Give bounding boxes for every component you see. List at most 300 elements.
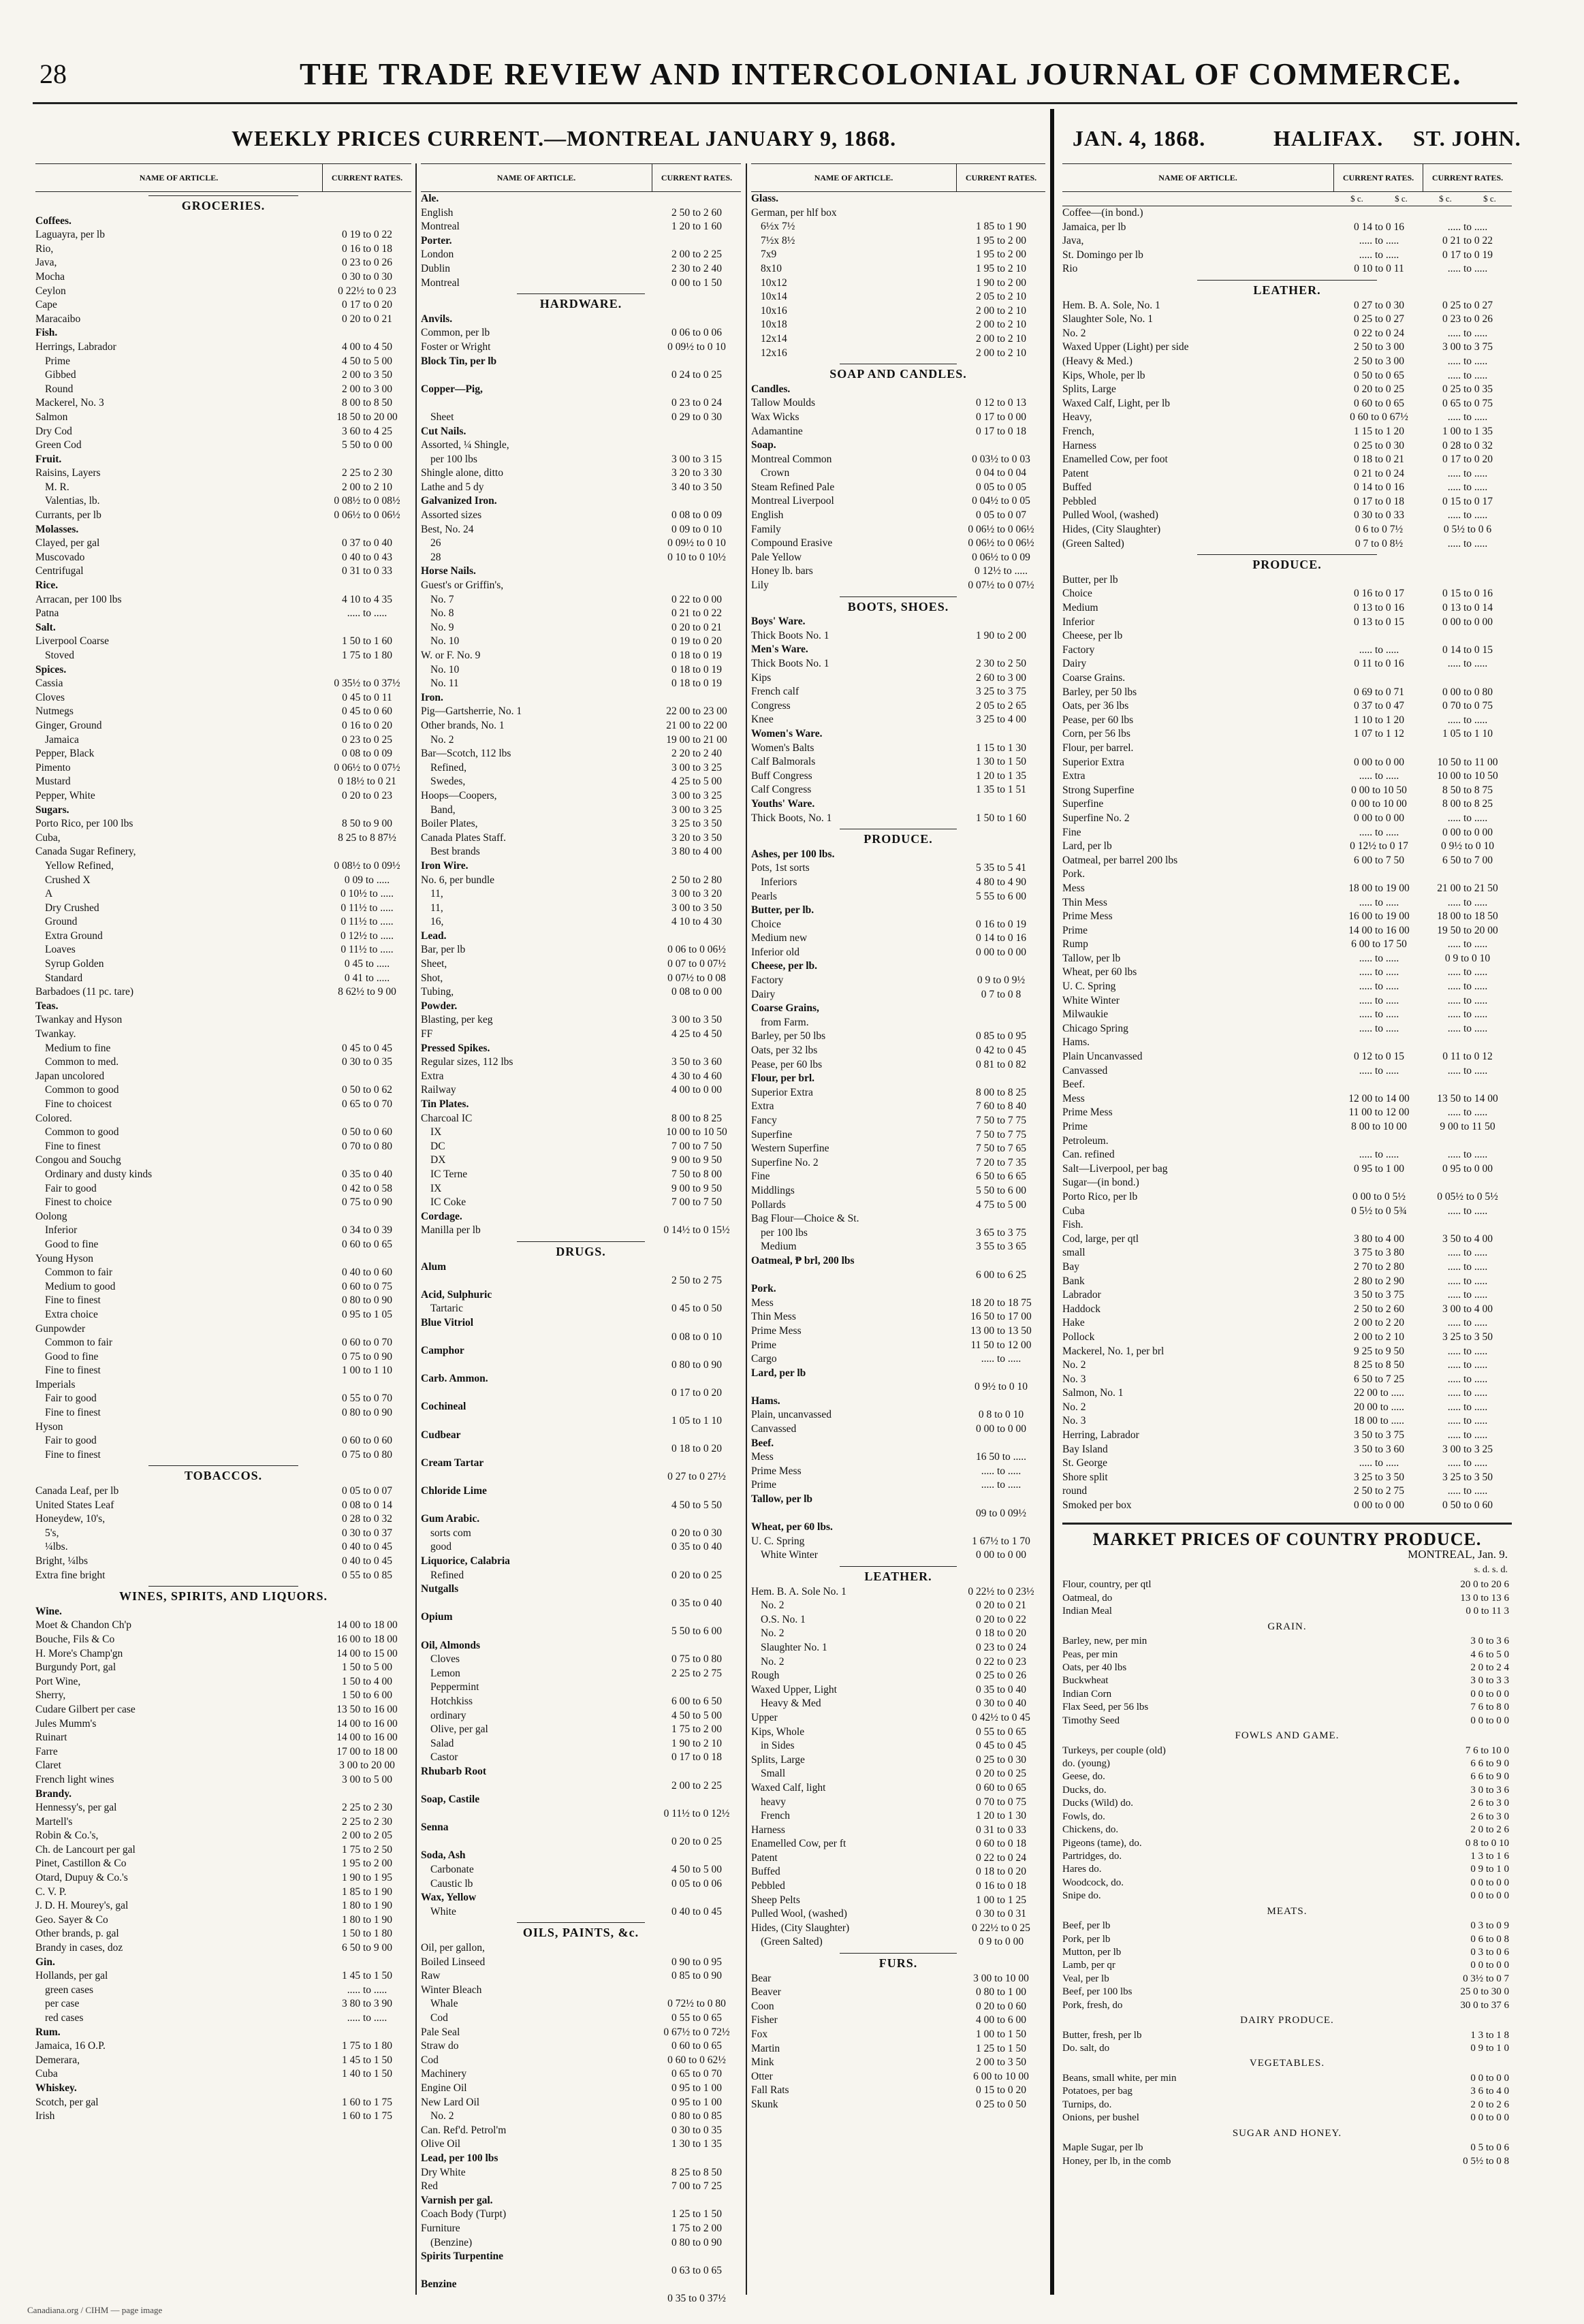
price-row [421,621,741,635]
price-row [751,1339,1045,1353]
price-range: 0 00 to 0 00 [975,946,1027,958]
price-range: 1 95 to 2 00 [975,249,1027,261]
price-row [1062,657,1512,671]
article-name: small [1062,1247,1086,1259]
price-range: 0 00 to 1 50 [671,276,723,289]
produce-name: do. (young) [1062,1758,1110,1770]
price-range: 0 22 to 0 24 [975,1851,1027,1864]
halifax-price: 0 5½ to 0 5¾ [1351,1205,1407,1217]
produce-name: Peas, per min [1062,1649,1118,1660]
article-name: Inferior old [751,946,800,958]
article-name: Red [421,2180,438,2193]
article-group: Fruit. [35,453,62,465]
price-row [751,727,1045,742]
halifax-price: 8 00 to 10 00 [1351,1121,1407,1132]
article-name: Cod, large, per qtl [1062,1232,1139,1245]
article-name: Fine to choicest [45,1098,112,1110]
article-name: Port Wine, [35,1675,81,1687]
price-row [35,551,411,565]
price-row [35,733,411,748]
price-row [421,551,741,565]
produce-name: Fowls, do. [1062,1811,1105,1822]
article-group: Cudbear [421,1429,461,1441]
price-range [323,1070,411,1084]
article-name: O.S. No. 1 [761,1613,806,1625]
article-name: Crown [761,467,790,479]
price-range: 0 75 to 0 90 [341,1196,393,1209]
article-name: Honey lb. bars [751,565,813,577]
stjohn-price: ..... to ..... [1447,1429,1488,1442]
price-range: 3 80 to 3 90 [341,1998,393,2010]
price-range: 4 00 to 0 00 [671,1084,723,1096]
article-name: Fox [751,2028,768,2040]
price-row [421,1316,741,1331]
price-range: 1 20 to 1 35 [975,769,1027,782]
halifax-price: 0 69 to 0 71 [1353,686,1405,698]
price-range: 0 06 to 0 06½ [667,944,726,956]
price-range: 1 90 to 2 10 [671,1737,723,1749]
price-row [1062,1232,1512,1247]
price-range: 1 60 to 1 75 [341,2110,393,2122]
stjohn-price: 13 50 to 14 00 [1437,1092,1498,1104]
price-row [421,2054,741,2068]
article-name: in Sides [761,1740,795,1752]
article-name: No. 2 [761,1627,785,1640]
article-name: Salmon, No. 1 [1062,1387,1124,1399]
price-row [421,1070,741,1084]
stjohn-price: ..... to ..... [1447,369,1488,381]
price-range: 0 17 to 0 20 [671,1386,723,1399]
price-row [751,2084,1045,2098]
article-name: Superior Extra [751,1086,813,1098]
article-name: Knee [751,714,774,726]
price-row [1062,840,1512,854]
produce-name: Mutton, per lb [1062,1946,1122,1958]
price-row [751,1395,1045,1409]
section-heading: WINES, SPIRITS, AND LIQUORS. [118,1589,328,1604]
price-range: 0 08 to 0 09 [671,509,723,522]
produce-price: 0 0 to 0 0 [1470,2112,1509,2124]
price-range: 3 60 to 4 25 [341,425,393,437]
price-row [35,1280,411,1294]
article-name: No. 2 [1062,1401,1086,1413]
halifax-price: 6 50 to 7 25 [1353,1373,1405,1385]
article-name: Olive, per gal [430,1723,488,1736]
halifax-price: ..... to ..... [1359,952,1399,964]
article-name: Medium to good [45,1280,116,1292]
article-name: 7½x 8½ [761,234,795,246]
article-name [421,396,652,411]
price-range: 16 50 to 17 00 [970,1311,1032,1323]
price-range: 0 20 to 0 30 [671,1527,723,1539]
price-range: 0 90 to 0 95 [671,1956,723,1968]
price-range: 7 50 to 7 75 [975,1115,1027,1126]
article-name: St. George [1062,1457,1108,1469]
article-name: Mackerel, No. 1, per brl [1062,1345,1165,1357]
article-name: Sheep Pelts [751,1894,800,1906]
price-range: 2 00 to 3 50 [341,369,393,381]
price-row [1062,509,1512,523]
price-row [1062,537,1512,552]
price-row [751,1212,1045,1226]
halifax-price [1335,573,1423,588]
price-row [421,1400,741,1414]
produce-name: Do. salt, do [1062,2042,1110,2054]
price-row [751,1697,1045,1711]
price-row [751,523,1045,537]
price-range: 0 18 to 0 20 [975,1866,1027,1878]
section-heading: PRODUCE. [864,832,933,846]
article-name: Rump [1062,938,1088,951]
price-row [421,1807,741,1821]
halifax-price: 22 00 to ..... [1353,1387,1405,1399]
price-row [421,1098,741,1112]
price-range: 0 55 to 0 65 [975,1725,1027,1738]
article-group: Coarse Grains, [751,1002,819,1015]
halifax-price: 0 95 to 1 00 [1353,1162,1405,1175]
produce-price: 2 6 to 3 0 [1470,1811,1509,1822]
price-row [35,1153,411,1168]
price-range: 1 00 to 1 50 [975,2028,1027,2040]
halifax-stjohn-table [1062,163,1512,2168]
price-row [1062,1078,1512,1092]
article-name: 28 [430,551,441,563]
prices-column-2 [421,163,741,2306]
article-name: Prime [1062,1121,1088,1132]
market-row [1062,1688,1512,1701]
produce-price: 7 6 to 8 0 [1470,1702,1509,1713]
price-row [421,1849,741,1863]
article-name: Syrup Golden [45,958,104,970]
article-name: Muscovado [35,551,85,563]
article-name: Family [751,523,781,535]
article-name: Common, per lb [421,327,490,339]
price-row [751,1465,1045,1479]
price-row [35,1717,411,1732]
article-name: A [45,888,53,900]
halifax-price: 0 00 to 10 00 [1351,798,1407,810]
price-row [421,1863,741,1877]
halifax-price: 0 16 to 0 17 [1353,588,1405,600]
price-row [421,2067,741,2082]
article-group: Salt. [35,621,56,633]
price-row [35,649,411,663]
article-name: Raisins, Layers [35,467,101,479]
price-range: 1 85 to 1 90 [341,1885,393,1898]
article-name: Common to good [45,1084,119,1096]
price-range: 17 00 to 18 00 [336,1745,398,1757]
produce-price: 0 3½ to 0 7 [1463,1973,1509,1984]
price-range: 0 17 to 0 00 [975,411,1027,423]
article-name: Milwaukie [1062,1008,1109,1021]
article-group: Alum [421,1260,447,1273]
price-row [35,313,411,327]
stjohn-price: ..... to ..... [1447,938,1488,951]
article-group: Rice. [35,579,59,592]
price-range: 0 80 to 0 90 [671,2236,723,2248]
price-row [35,1112,411,1126]
price-row [1062,467,1512,481]
article-group: Hams. [751,1395,780,1407]
article-name: Pearls [751,890,777,902]
article-name: Pulled Wool, (washed) [1062,509,1158,522]
article-name: Hem. B. A. Sole No. 1 [751,1585,846,1597]
produce-price: 0 0 to 0 0 [1470,1715,1509,1726]
price-row [35,425,411,439]
article-name: Shingle alone, ditto [421,467,503,479]
section-rule [840,1566,957,1567]
article-name: Otter [751,2070,773,2082]
price-range: 0 20 to 0 21 [975,1599,1027,1612]
prices-column-1 [35,163,411,2124]
price-row [1062,355,1512,369]
price-range: 5 50 to 6 00 [671,1625,723,1637]
article-name: Pease, per 60 lbs [751,1058,823,1070]
article-name: Swedes, [430,776,466,788]
price-row [751,1086,1045,1100]
stjohn-price: ..... to ..... [1447,1022,1488,1034]
halifax-price [1335,629,1423,643]
price-row [751,1352,1045,1367]
halifax-price: 0 20 to 0 25 [1353,383,1405,396]
article-name: (Benzine) [430,2236,473,2248]
price-range: 8 25 to 8 87½ [338,831,396,844]
stjohn-price [1423,206,1512,221]
article-name: Otard, Dupuy & Co.'s [35,1872,128,1884]
halifax-price: 0 22 to 0 24 [1353,327,1405,339]
article-name: Thick Boots, No. 1 [751,812,832,824]
article-name: Bouche, Fils & Co [35,1633,115,1645]
price-row [751,1865,1045,1879]
article-name: Waxed Upper, Light [751,1683,837,1696]
price-row [421,1956,741,1970]
price-range: 0 22½ to 0 23 [338,285,396,297]
halifax-price: 0 12 to 0 15 [1353,1051,1405,1063]
price-row [421,803,741,818]
article-name: Medium to fine [45,1042,111,1054]
article-name: Arracan, per 100 lbs [35,593,122,605]
price-row [35,1969,411,1984]
article-name: Beaver [751,1986,781,1999]
article-name: Waxed Calf, light [751,1781,826,1794]
article-name: Kips, Whole [751,1725,805,1738]
price-row [751,1599,1045,1613]
market-row [1062,1863,1512,1876]
article-name: Refined, [430,761,466,774]
article-name: Pollock [1062,1331,1095,1343]
article-name: Pebbled [751,1880,785,1892]
price-row [751,861,1045,876]
price-range: 0 85 to 0 90 [671,1970,723,1982]
price-range: 2 20 to 2 40 [671,748,723,760]
price-range: 0 29 to 0 30 [671,411,723,423]
article-name: Strong Superfine [1062,784,1135,796]
stjohn-price [1423,671,1512,686]
price-row [35,1013,411,1028]
stjohn-price: 1 00 to 1 35 [1442,425,1493,437]
article-name: Montreal [421,276,460,289]
price-row [35,2054,411,2068]
article-name: Pepper, Black [35,748,95,760]
price-row [421,1751,741,1765]
price-row [751,904,1045,918]
price-range: 1 45 to 1 50 [341,1970,393,1982]
price-row [751,425,1045,439]
article-name: Extra [1062,770,1086,782]
price-row [35,845,411,859]
market-row [1062,1649,1512,1661]
market-row [1062,1890,1512,1903]
price-range [323,845,411,859]
article-name: Bright, ¼lbs [35,1555,89,1567]
price-range: 4 10 to 4 35 [341,593,393,605]
article-name: Heavy, [1062,411,1092,424]
price-row [421,340,741,355]
article-name [421,1331,652,1345]
market-row [1062,1986,1512,1999]
price-row [421,593,741,607]
price-row [421,523,741,537]
price-row [35,1857,411,1871]
article-name: Inferiors [761,876,797,888]
price-row [421,1835,741,1849]
market-units: s. d. s. d. [1474,1564,1508,1575]
article-name: Women's Balts [751,742,814,754]
price-row [35,2082,411,2096]
price-range: 2 05 to 2 10 [975,291,1027,303]
article-group: Wax, Yellow [421,1892,477,1904]
price-row [421,663,741,678]
price-range: 0 95 to 1 05 [341,1308,393,1320]
price-row [421,2082,741,2096]
price-row [421,1512,741,1527]
price-row [1062,924,1512,938]
price-range: 0 30 to 0 31 [975,1908,1027,1920]
price-range: 0 03½ to 0 03 [972,453,1030,465]
article-name: Whale [430,1998,458,2010]
price-row [421,985,741,1000]
price-row [421,2264,741,2278]
price-range: 0 55 to 0 85 [341,1569,393,1581]
article-name: Prime Mess [1062,910,1113,923]
produce-name: Flax Seed, per 56 lbs [1062,1702,1149,1713]
price-range: 1 35 to 1 51 [975,784,1027,796]
price-row [1062,1162,1512,1177]
section-rule [1197,554,1377,555]
price-range: 0 81 to 0 82 [975,1058,1027,1070]
article-name: Brandy in cases, doz [35,1942,123,1954]
article-name: Fancy [751,1115,777,1126]
price-row [751,1894,1045,1908]
price-row [35,1126,411,1140]
price-row [35,1540,411,1555]
article-name: No. 8 [430,607,454,620]
article-group: Acid, Sulphuric [421,1288,492,1301]
price-range: 1 50 to 1 80 [341,1928,393,1940]
price-row [751,812,1045,826]
stjohn-price: 0 65 to 0 75 [1442,397,1493,409]
section-rule [840,596,957,597]
price-row [35,1406,411,1420]
market-row [1062,1999,1512,2012]
article-name: Salmon [35,411,68,423]
price-row [35,523,411,537]
price-range: 3 00 to 3 50 [671,902,723,914]
price-range: 0 08½ to 0 08½ [334,495,400,507]
price-row [1062,340,1512,355]
price-row [421,2236,741,2250]
price-row [421,2026,741,2040]
article-name: Mess [1062,882,1085,894]
price-row [1062,882,1512,896]
price-range: 2 00 to 3 00 [341,383,393,395]
article-group: Youths' Ware. [751,797,815,810]
article-name: round [1062,1485,1088,1497]
halifax-price: 0 6 to 0 7½ [1355,524,1404,536]
article-name: Canada Plates Staff. [421,831,506,844]
article-name: Crushed X [45,874,91,886]
halifax-price [1335,742,1423,756]
halifax-rows [1062,206,1512,1513]
article-name: heavy [761,1796,787,1808]
article-name: Fine to finest [45,1294,101,1307]
article-name: Mess [751,1296,774,1309]
price-row [35,1168,411,1182]
article-group: Tin Plates. [421,1098,469,1110]
price-range: 2 25 to 2 30 [341,467,393,479]
article-name: Western Superfine [751,1143,829,1155]
section-heading: DAIRY PRODUCE. [1240,2014,1334,2026]
section-heading: HARDWARE. [539,297,622,311]
price-row [421,1484,741,1499]
price-range: 2 60 to 3 00 [975,671,1027,684]
article-name: Fair to good [45,1182,97,1194]
price-range [323,1112,411,1126]
article-group: Gum Arabic. [421,1513,480,1525]
price-row [35,368,411,383]
price-row [35,270,411,285]
price-row [751,1142,1045,1156]
article-name: Fine [1062,826,1081,838]
price-range: 0 08 to 0 00 [671,986,723,998]
price-row [751,890,1045,904]
article-name: C. V. P. [35,1885,67,1898]
article-group: Carb. Ammon. [421,1373,488,1385]
price-row [1062,1134,1512,1149]
article-name [421,1779,652,1794]
stjohn-price: 3 00 to 4 00 [1442,1303,1493,1315]
price-row [1062,854,1512,868]
article-name: Pease, per 60 lbs [1062,714,1134,726]
price-range: 0 75 to 0 80 [341,1448,393,1461]
stjohn-price: 0 05½ to 0 5½ [1437,1190,1498,1203]
price-range: 0 34 to 0 39 [341,1224,393,1237]
stjohn-price [1423,867,1512,882]
price-row [35,874,411,888]
stjohn-price: 0 25 to 0 35 [1442,383,1493,396]
price-row [751,234,1045,249]
price-range: ..... to ..... [347,1984,387,1996]
price-row [751,1422,1045,1437]
price-range: 0 19 to 0 22 [341,229,393,241]
price-row [35,1787,411,1802]
rates-header: CURRENT RATES. [322,164,411,191]
article-group: Blue Vitriol [421,1316,474,1328]
article-name: 10x16 [761,304,787,317]
article-name: Sherry, [35,1689,66,1702]
article-name: Hides, (City Slaughter) [1062,524,1161,536]
price-row [35,2011,411,2026]
